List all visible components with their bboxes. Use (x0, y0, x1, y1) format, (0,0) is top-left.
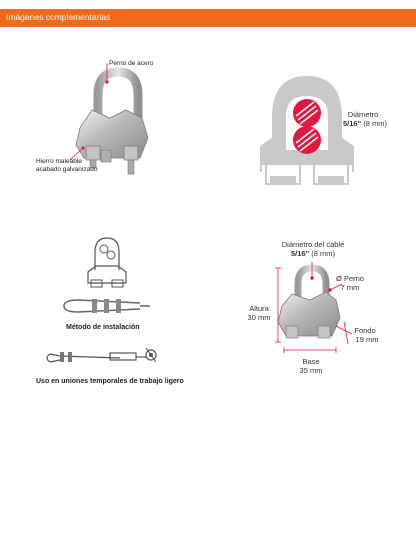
caption-uso-uniones: Uso en uniones temporales de trabajo ligero (36, 378, 184, 385)
label-acabado-galvanizado: acabado galvanizado (36, 166, 98, 173)
altura-value: 30 mm (247, 313, 271, 322)
caption-metodo-instalacion: Método de instalación (66, 324, 140, 331)
diameter-fraction: 5/16" (343, 119, 362, 128)
diameter-mm: (8 mm) (363, 119, 387, 128)
fondo-value: 19 mm (355, 335, 379, 344)
label-hierro-maleable: Hierro maleable (36, 158, 82, 165)
cable-fraction: 5/16" (291, 249, 310, 258)
diameter-label: Diámetro (347, 110, 379, 119)
altura-label: Altura (249, 304, 269, 313)
cable-mm: (8 mm) (311, 249, 335, 258)
label-perno-acero: Perno de acero (109, 60, 154, 67)
fondo-label: Fondo (354, 326, 376, 335)
perno-label: Ø Perno (336, 274, 364, 283)
perno-value: 7 mm (340, 283, 360, 292)
base-label: Base (302, 357, 320, 366)
cable-diameter-label: Diámetro del cable (281, 240, 345, 249)
section-title: Imágenes complementarias (6, 12, 111, 22)
base-value: 35 mm (299, 366, 323, 375)
